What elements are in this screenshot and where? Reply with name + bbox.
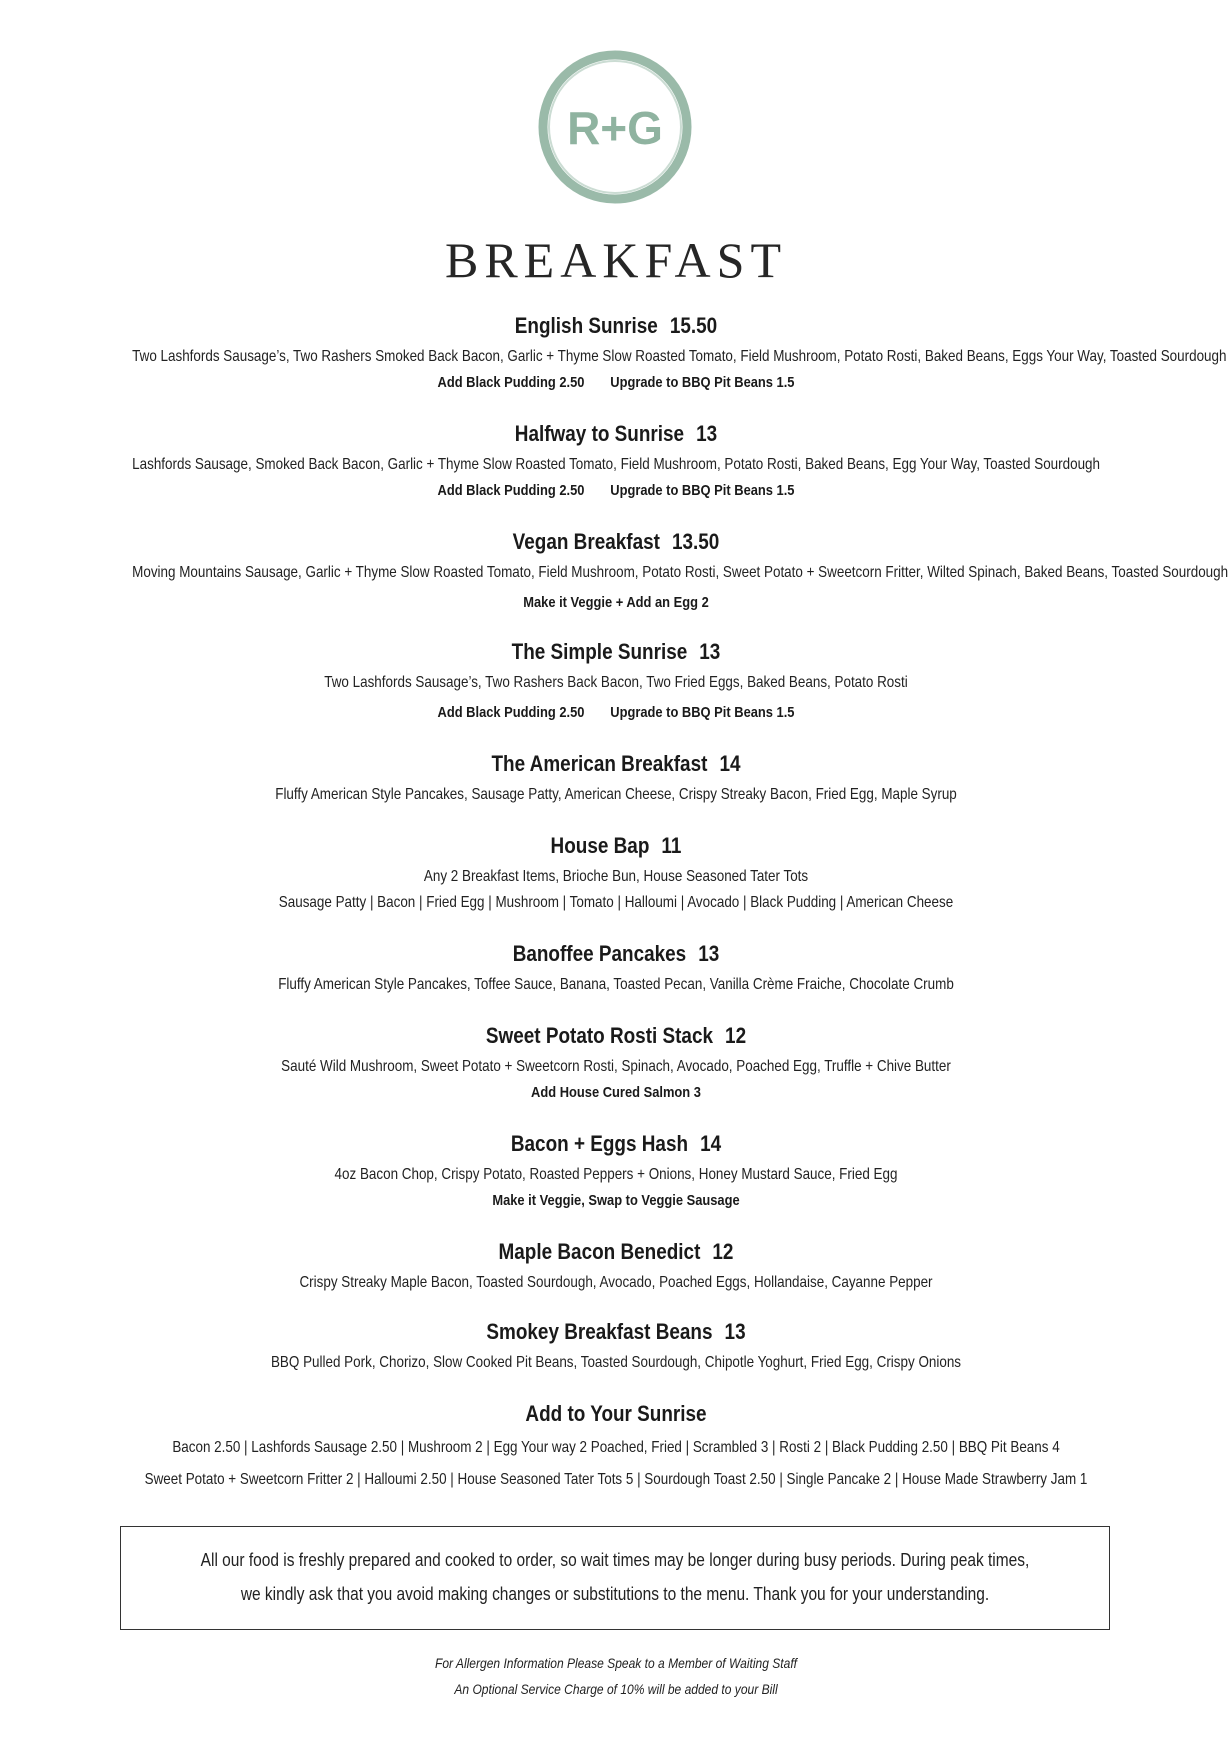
item-description: Two Lashfords Sausage’s, Two Rashers Back Bacon, Two Fried Eggs, Baked Beans, Potato Rosti — [324, 674, 908, 691]
item-name: Bacon + Eggs Hash — [510, 1131, 689, 1156]
item-heading — [121, 828, 1112, 864]
item-extra-option: Upgrade to BBQ Pit Beans 1.5 — [610, 482, 795, 499]
item-name: English Sunrise — [514, 313, 658, 338]
logo-text: R+G — [567, 102, 663, 154]
menu-list — [40, 308, 1229, 1496]
menu-item — [40, 828, 1192, 936]
item-extra-option: Add Black Pudding 2.50 — [437, 482, 585, 499]
item-heading — [121, 746, 1112, 782]
item-name: The American Breakfast — [491, 751, 708, 776]
item-description: BBQ Pulled Pork, Chorizo, Slow Cooked Pit Beans, Toasted Sourdough, Chipotle Yoghurt, Fried Egg, Crispy Onions — [270, 1354, 962, 1371]
item-extra-option: Upgrade to BBQ Pit Beans 1.5 — [610, 704, 795, 721]
item-extra-option: Make it Veggie + Add an Egg 2 — [523, 594, 709, 611]
item-description: Two Lashfords Sausage’s, Two Rashers Smoked Back Bacon, Garlic + Thyme Slow Roasted Tomato, Field Mushroom, Potato Rosti, Baked Beans, Eggs Your Way, Toasted Sourdough — [132, 348, 1227, 365]
item-price: 14 — [700, 1131, 722, 1156]
item-description: 4oz Bacon Chop, Crispy Potato, Roasted Peppers + Onions, Honey Mustard Sauce, Fried Egg — [334, 1166, 898, 1183]
rg-logo-mark — [536, 48, 694, 206]
item-extras — [121, 1080, 1112, 1106]
menu-item — [40, 1314, 1192, 1396]
menu-item — [40, 936, 1192, 1018]
menu-item — [40, 416, 1192, 524]
item-extras — [121, 590, 1112, 616]
wait-times-notice — [120, 1526, 1110, 1630]
item-name: Halfway to Sunrise — [514, 421, 685, 446]
rg-logo — [536, 48, 694, 206]
item-extra-option: Add Black Pudding 2.50 — [437, 374, 585, 391]
item-price: 13.50 — [671, 529, 720, 554]
item-extra-option: Add Black Pudding 2.50 — [437, 704, 585, 721]
item-heading — [121, 308, 1112, 344]
item-name: Banoffee Pancakes — [512, 941, 687, 966]
service-charge-note: An Optional Service Charge of 10% will be added to your Bill — [454, 1681, 778, 1697]
menu-item — [40, 634, 1192, 746]
item-name: Vegan Breakfast — [512, 529, 660, 554]
item-price: 13 — [696, 421, 718, 446]
item-description: Any 2 Breakfast Items, Brioche Bun, House Seasoned Tater Tots — [423, 868, 809, 885]
item-price: 15.50 — [669, 313, 718, 338]
item-extras — [121, 370, 1112, 396]
item-heading — [121, 416, 1112, 452]
item-description: Fluffy American Style Pancakes, Toffee Sauce, Banana, Toasted Pecan, Vanilla Crème Fraiche, Chocolate Crumb — [278, 976, 954, 993]
item-extra-option: Make it Veggie, Swap to Veggie Sausage — [492, 1192, 740, 1209]
item-extras — [121, 700, 1112, 726]
item-extra-option: Add House Cured Salmon 3 — [531, 1084, 701, 1101]
item-extras — [121, 1188, 1112, 1214]
item-name: House Bap — [550, 833, 650, 858]
item-description: Lashfords Sausage, Smoked Back Bacon, Garlic + Thyme Slow Roasted Tomato, Field Mushroom, Potato Rosti, Baked Beans, Egg Your Way, Toasted Sourdough — [132, 456, 1100, 473]
item-heading — [121, 524, 1112, 560]
item-extras — [121, 478, 1112, 504]
item-name: The Simple Sunrise — [511, 639, 688, 664]
item-heading — [121, 1314, 1112, 1350]
item-heading — [121, 1234, 1112, 1270]
item-heading — [121, 1018, 1112, 1054]
notice-line: All our food is freshly prepared and cooked to order, so wait times may be longer during busy periods. During peak times, — [200, 1550, 1030, 1570]
item-extra-option: Upgrade to BBQ Pit Beans 1.5 — [610, 374, 795, 391]
page-title: BREAKFAST — [444, 232, 787, 288]
item-description: Crispy Streaky Maple Bacon, Toasted Sourdough, Avocado, Poached Eggs, Hollandaise, Cayanne Pepper — [299, 1274, 933, 1291]
menu-item — [40, 1234, 1192, 1314]
item-price: 12 — [712, 1239, 734, 1264]
item-price: 12 — [725, 1023, 747, 1048]
menu-item — [40, 524, 1229, 634]
item-description: Fluffy American Style Pancakes, Sausage Patty, American Cheese, Crispy Streaky Bacon, Fried Egg, Maple Syrup — [275, 786, 957, 803]
item-name: Sweet Potato Rosti Stack — [485, 1023, 714, 1048]
item-description: Moving Mountains Sausage, Garlic + Thyme Slow Roasted Tomato, Field Mushroom, Potato Rosti, Sweet Potato + Sweetcorn Fritter, Wilted Spinach, Baked Beans, Toasted Sourdough — [132, 564, 1229, 581]
item-description: Sauté Wild Mushroom, Sweet Potato + Sweetcorn Rosti, Spinach, Avocado, Poached Egg, Truffle + Chive Butter — [281, 1058, 951, 1075]
menu-item — [40, 1126, 1192, 1234]
sides-title: Add to Your Sunrise — [525, 1401, 707, 1426]
item-heading — [121, 634, 1112, 670]
footer-notes — [0, 1650, 1232, 1702]
menu-item — [40, 1018, 1192, 1126]
item-price: 14 — [719, 751, 741, 776]
item-name: Maple Bacon Benedict — [498, 1239, 701, 1264]
menu-item — [40, 308, 1227, 416]
notice-line: we kindly ask that you avoid making changes or substitutions to the menu. Thank you for your understanding. — [240, 1584, 990, 1604]
item-price: 13 — [699, 639, 721, 664]
sides-list-line: Bacon 2.50 | Lashfords Sausage 2.50 | Mushroom 2 | Egg Your way 2 Poached, Fried | Scrambled 3 | Rosti 2 | Black Pudding 2.50 | BBQ Pit Beans 4 — [172, 1439, 1060, 1456]
item-price: 11 — [661, 833, 682, 858]
allergen-note: For Allergen Information Please Speak to a Member of Waiting Staff — [434, 1655, 798, 1671]
sides-section — [40, 1396, 1192, 1496]
menu-item — [40, 746, 1192, 828]
item-heading — [121, 1126, 1112, 1162]
item-options: Sausage Patty | Bacon | Fried Egg | Mushroom | Tomato | Halloumi | Avocado | Black Pudding | American Cheese — [278, 894, 954, 911]
item-price: 13 — [698, 941, 720, 966]
sides-list-line: Sweet Potato + Sweetcorn Fritter 2 | Halloumi 2.50 | House Seasoned Tater Tots 5 | Sourdough Toast 2.50 | Single Pancake 2 | House Made Strawberry Jam 1 — [144, 1471, 1088, 1488]
item-heading — [121, 936, 1112, 972]
item-price: 13 — [724, 1319, 746, 1344]
item-name: Smokey Breakfast Beans — [486, 1319, 713, 1344]
